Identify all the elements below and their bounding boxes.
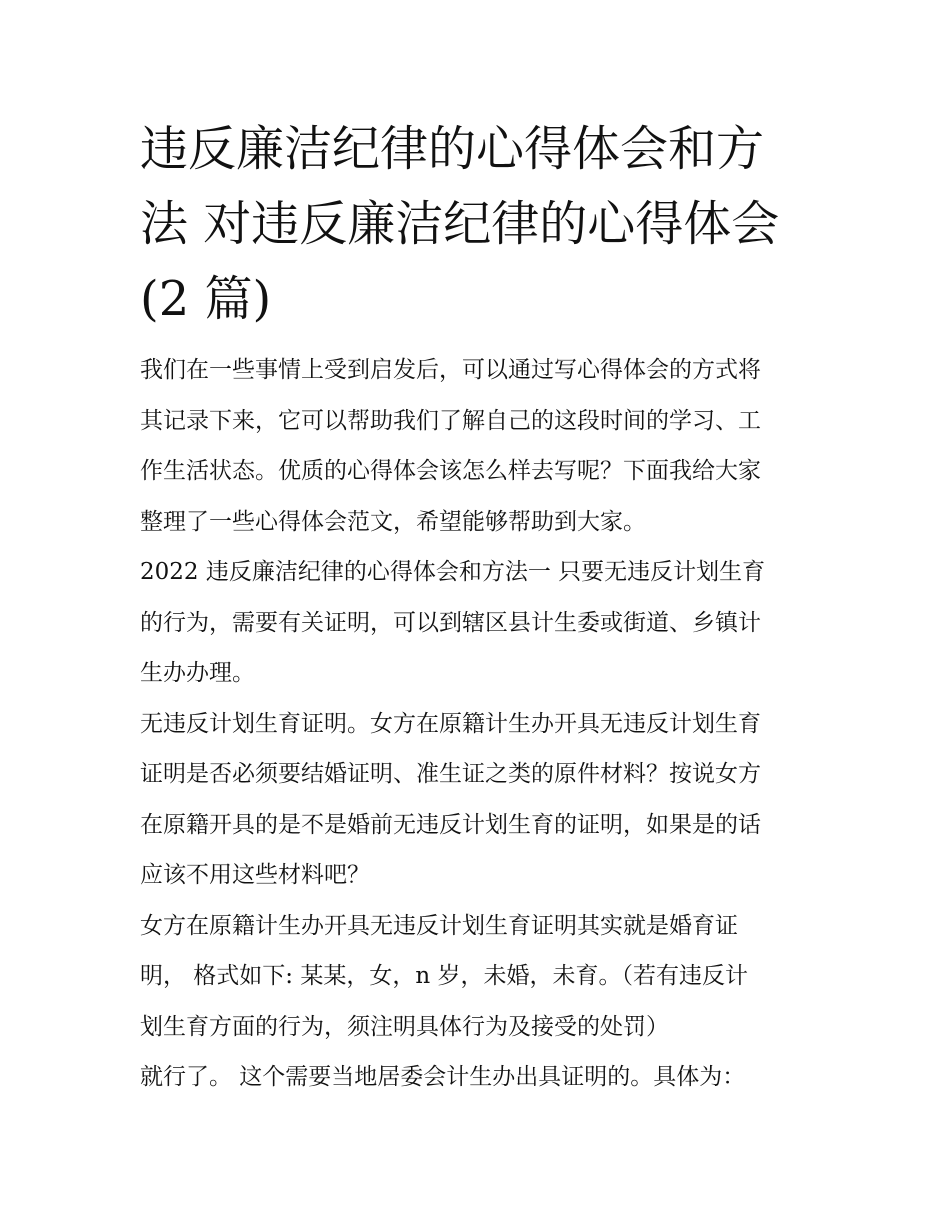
intro-paragraph: 我们在一些事情上受到启发后，可以通过写心得体会的方式将 其记录下来，它可以帮助我们了解自己的这段时间的学习、工 作生活状态。优质的心得体会该怎么样去写呢？下面我给大家 整理了一些心得体会范文，希望能够帮助到大家。 [140,357,761,535]
body-paragraph-3: 女方在原籍计生办开具无违反计划生育证明其实就是婚育证 明， 格式如下: 某某，女，n 岁，未婚，未育。（若有违反计 划生育方面的行为，须注明具体行为及接受的处罚） [140,912,748,1040]
body-paragraph-4: 就行了。 这个需要当地居委会计生办出具证明的。具体为： [140,1064,746,1090]
document-title: 违反廉洁纪律的心得体会和方 法 对违反廉洁纪律的心得体会 (2 篇) [140,121,780,327]
document-page [140,112,812,1103]
body-paragraph-1: 2022 违反廉洁纪律的心得体会和方法一 只要无违反计划生育 的行为，需要有关证明，可以到辖区县计生委或街道、乡镇计 生办办理。 [140,559,766,686]
body-paragraph-2: 无违反计划生育证明。女方在原籍计生办开具无违反计划生育 证明是否必须要结婚证明、准生证之类的原件材料？按说女方 在原籍开具的是不是婚前无违反计划生育的证明，如果是的话 应该不用这些材料吧？ [140,710,761,888]
